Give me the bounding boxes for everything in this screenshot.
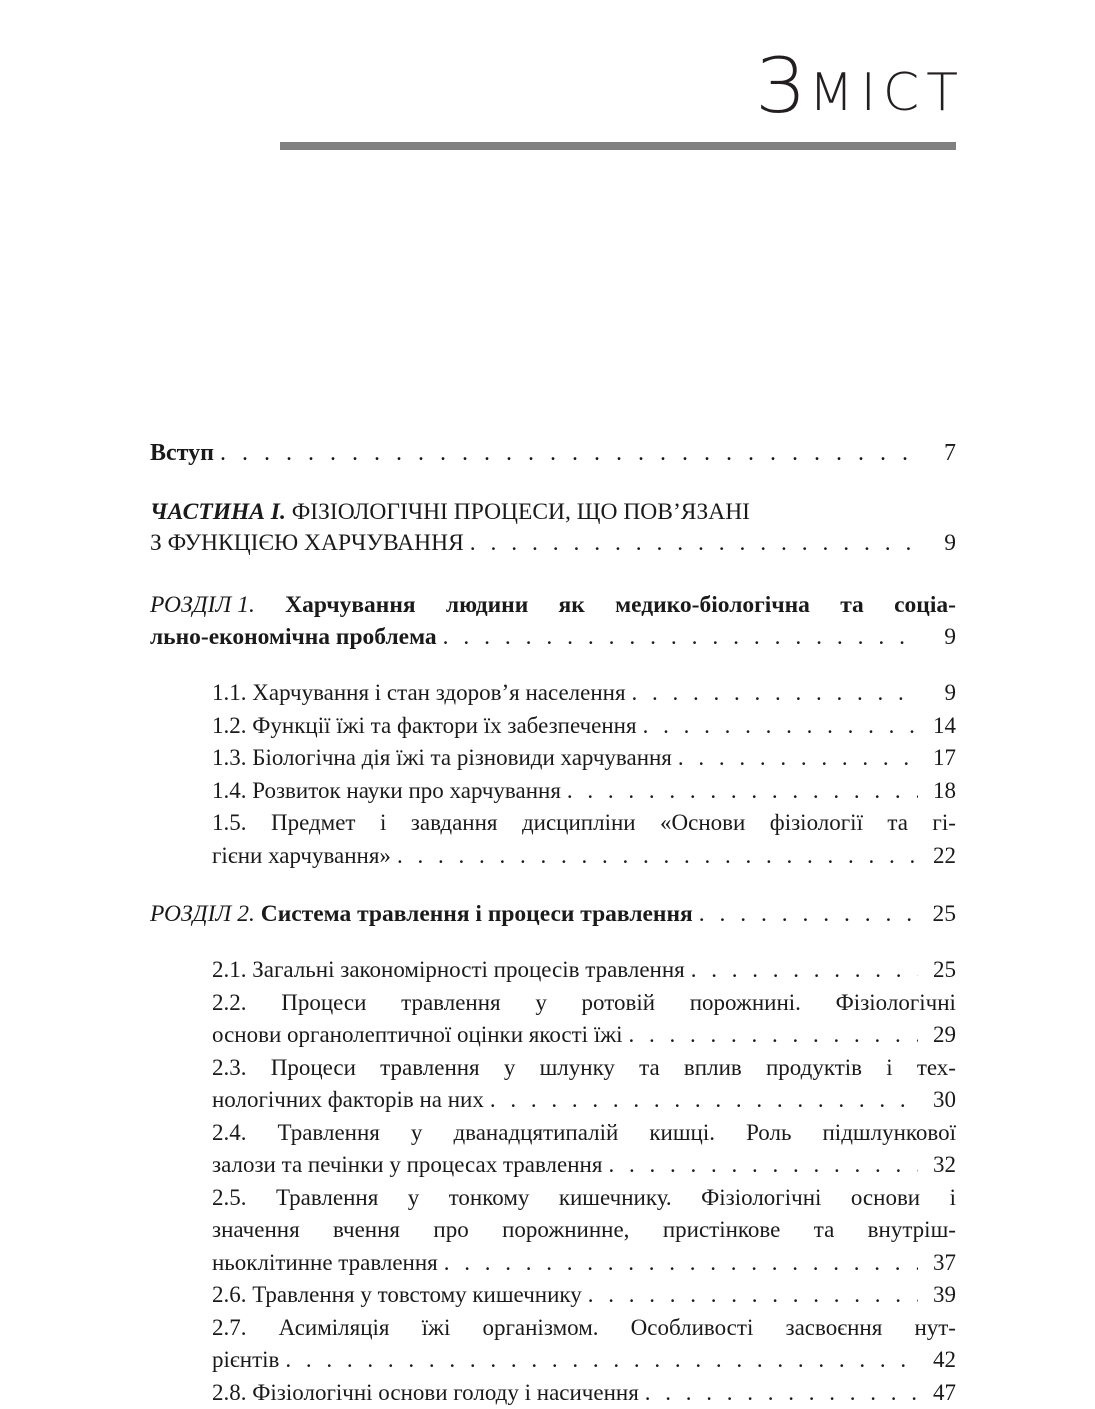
title-divider-rule (280, 142, 956, 150)
part-label: ЧАСТИНА I. (150, 499, 286, 525)
page-title-initial: З (755, 41, 808, 130)
section-text (212, 1149, 602, 1182)
section-text (212, 1279, 582, 1312)
leader-dots (444, 1247, 918, 1280)
page-number: 17 (922, 742, 956, 775)
section-text: 1.2. Функції їжі та фактори їх забезпечення (212, 713, 637, 738)
page-number: 22 (922, 840, 956, 873)
toc-entry-section[interactable] (212, 1117, 956, 1182)
section-line (212, 1149, 956, 1182)
section-line (212, 840, 956, 873)
chapter-label: РОЗДІЛ 1. (150, 589, 255, 621)
toc-entry-section[interactable] (212, 807, 956, 872)
toc-entry-section[interactable] (212, 1377, 956, 1409)
section-line (212, 742, 956, 775)
section-text (212, 840, 391, 873)
section-text (212, 954, 685, 987)
toc-entry-section[interactable] (212, 742, 956, 775)
section-line: 2.2. Процеси травлення у ротовій порожнині. Фізіологічні (212, 987, 956, 1020)
leader-dots (643, 710, 918, 743)
toc-entry-section[interactable] (212, 1279, 956, 1312)
leader-dots (285, 1344, 918, 1377)
page-number: 32 (922, 1149, 956, 1182)
section-text (212, 742, 672, 775)
chapter-text (150, 621, 437, 653)
section-line (212, 710, 956, 743)
toc-entry-section[interactable] (212, 1052, 956, 1117)
section-text: 1.4. Розвиток науки про харчування (212, 778, 561, 803)
intro-line (150, 440, 956, 467)
toc-entry-section[interactable] (212, 987, 956, 1052)
leader-dots (470, 528, 918, 559)
page-title-text (755, 48, 965, 124)
toc-entry-section[interactable] (212, 775, 956, 808)
section-text (212, 1377, 639, 1409)
chapter-title-line2: льно-економічна проблема (150, 624, 437, 650)
page-number: 9 (922, 621, 956, 653)
leader-dots (699, 898, 918, 930)
toc-entry-intro[interactable] (150, 440, 956, 467)
leader-dots (567, 775, 918, 808)
toc-subsections-chapter-1 (212, 677, 956, 872)
chapter-title: Система травлення і процеси травлення (255, 901, 693, 927)
page-title (0, 48, 965, 124)
section-line (212, 677, 956, 710)
leader-dots (397, 840, 918, 873)
section-text (212, 677, 626, 710)
section-line: 1.5. Предмет і завдання дисципліни «Основи фізіології та гі- (212, 807, 956, 840)
section-line: 2.7. Асиміляція їжі організмом. Особливості засвоєння нут- (212, 1312, 956, 1345)
page-number: 18 (922, 775, 956, 808)
leader-dots (678, 742, 918, 775)
toc-entry-section[interactable] (212, 1182, 956, 1280)
leader-dots (645, 1377, 918, 1409)
chapter-line (150, 621, 956, 653)
section-text (212, 1344, 279, 1377)
page-number: 25 (922, 898, 956, 930)
part-title-line1: ФІЗІОЛОГІЧНІ ПРОЦЕСИ, ЩО ПОВ’ЯЗАНІ (286, 499, 750, 525)
page-number: 7 (922, 440, 956, 467)
section-text (212, 1247, 438, 1280)
section-text: ньоклітинне травлення (212, 1250, 438, 1275)
section-text: основи органолептичної оцінки якості їжі (212, 1022, 623, 1047)
chapter-text (150, 898, 693, 930)
section-line (212, 1084, 956, 1117)
section-text (212, 1084, 484, 1117)
leader-dots (443, 621, 918, 653)
leader-dots (220, 440, 918, 467)
section-text: залози та печінки у процесах травлення (212, 1152, 602, 1177)
section-line: значення вчення про порожнинне, пристінкове та внутріш- (212, 1214, 956, 1247)
leader-dots (629, 1019, 919, 1052)
leader-dots (691, 954, 918, 987)
section-line: 2.4. Травлення у дванадцятипалій кишці. Роль підшлункової (212, 1117, 956, 1150)
page-number: 30 (922, 1084, 956, 1117)
section-text: рієнтів (212, 1347, 279, 1372)
page-number: 14 (922, 710, 956, 743)
toc-entry-chapter-1[interactable] (150, 589, 956, 653)
chapter-line-1: РОЗДІЛ 1. Харчування людини як медико-біологічна та соціа- (150, 589, 956, 621)
toc-entry-section[interactable] (212, 954, 956, 987)
page-number: 47 (922, 1377, 956, 1409)
toc-entry-section[interactable] (212, 677, 956, 710)
section-text: 2.1. Загальні закономірності процесів травлення (212, 957, 685, 982)
section-text: 1.1. Харчування і стан здоров’я населення (212, 680, 626, 705)
toc-entry-label: Вступ (150, 440, 214, 466)
section-line (212, 1377, 956, 1409)
page-number: 9 (922, 677, 956, 710)
part-title-line2: З ФУНКЦІЄЮ ХАРЧУВАННЯ (150, 530, 464, 556)
section-line (212, 1279, 956, 1312)
section-line (212, 1344, 956, 1377)
toc-entry-section[interactable] (212, 710, 956, 743)
section-text (212, 1019, 623, 1052)
chapter-line (150, 898, 956, 930)
toc-subsections-chapter-2 (212, 954, 956, 1409)
section-text (212, 710, 637, 743)
section-line: 2.5. Травлення у тонкому кишечнику. Фізіологічні основи і (212, 1182, 956, 1215)
page-number: 39 (922, 1279, 956, 1312)
intro-text (150, 440, 214, 467)
leader-dots (608, 1149, 918, 1182)
section-line (212, 775, 956, 808)
leader-dots (490, 1084, 918, 1117)
page-number: 25 (922, 954, 956, 987)
section-text: нологічних факторів на них (212, 1087, 484, 1112)
leader-dots (632, 677, 918, 710)
page-title-remainder: МІСТ (809, 63, 965, 123)
page-number: 37 (922, 1247, 956, 1280)
part-line (150, 528, 956, 559)
section-text: 1.3. Біологічна дія їжі та різновиди харчування (212, 745, 672, 770)
page-number: 9 (922, 528, 956, 559)
part-line-1 (150, 497, 956, 528)
page-number: 29 (922, 1019, 956, 1052)
section-text (212, 775, 561, 808)
leader-dots (588, 1279, 918, 1312)
table-of-contents (150, 440, 956, 1409)
section-line (212, 1019, 956, 1052)
toc-entry-chapter-2[interactable] (150, 898, 956, 930)
toc-entry-section[interactable] (212, 1312, 956, 1377)
section-text: 2.6. Травлення у товстому кишечнику (212, 1282, 582, 1307)
section-text: 2.8. Фізіологічні основи голоду і насичення (212, 1380, 639, 1405)
section-line: 2.3. Процеси травлення у шлунку та вплив продуктів і тех- (212, 1052, 956, 1085)
part-text (150, 528, 464, 559)
page-number: 42 (922, 1344, 956, 1377)
chapter-label: РОЗДІЛ 2. (150, 901, 255, 927)
section-line (212, 954, 956, 987)
section-spacer (150, 872, 956, 898)
section-line (212, 1247, 956, 1280)
toc-entry-part[interactable] (150, 497, 956, 559)
section-text: гієни харчування» (212, 843, 391, 868)
